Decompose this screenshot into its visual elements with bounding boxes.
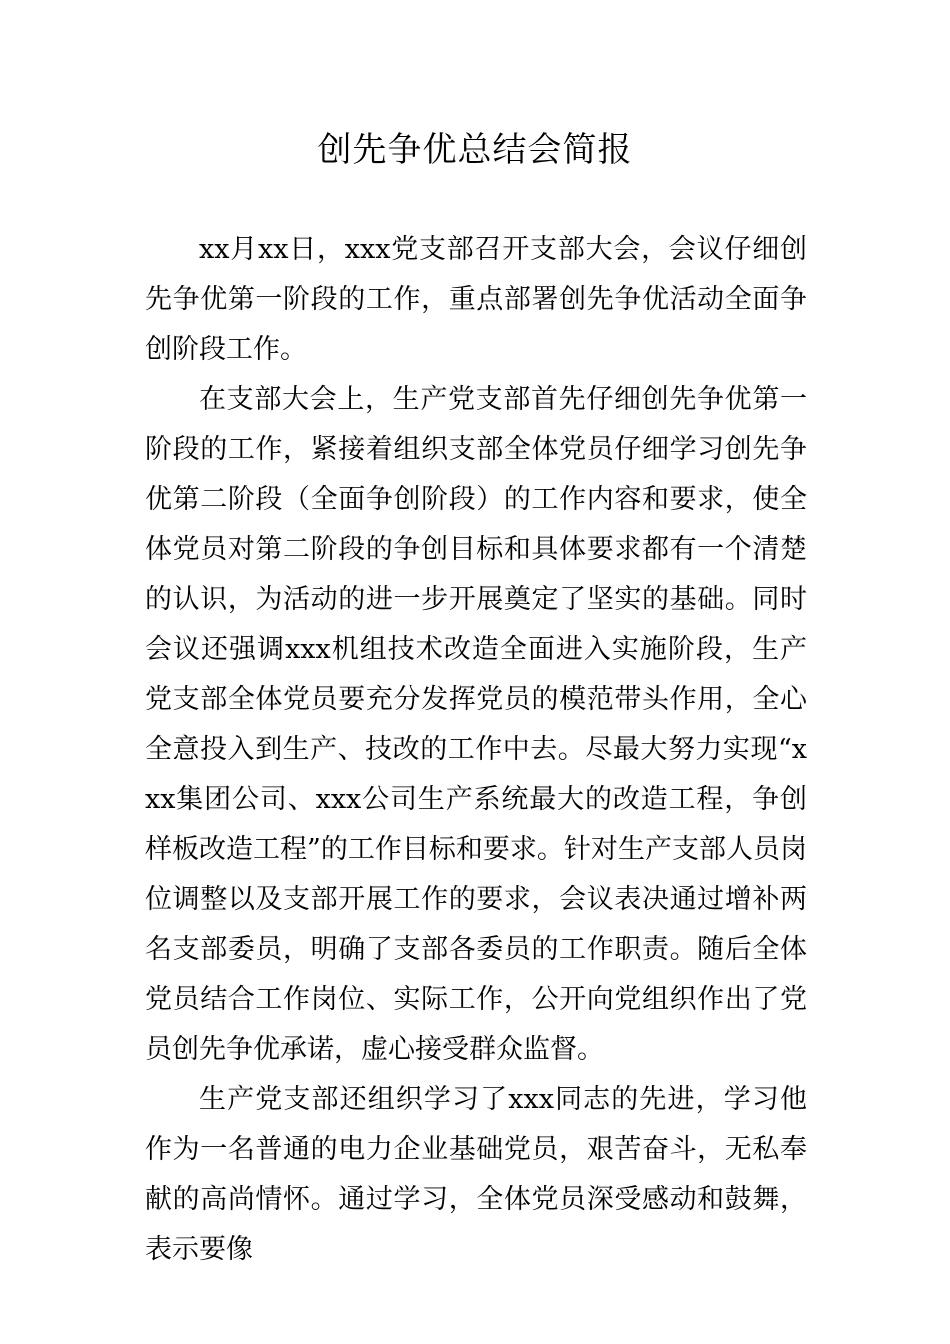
- paragraph-meeting-summary: xx月xx日，xxx党支部召开支部大会，会议仔细创先争优第一阶段的工作，重点部署创先争优活动全面争创阶段工作。: [145, 234, 807, 365]
- document-title: 创先争优总结会简报: [317, 130, 633, 170]
- paragraph-study-model: 生产党支部还组织学习了xxx同志的先进，学习他作为一名普通的电力企业基础党员，艰苦奋斗，无私奉献的高尚情怀。通过学习，全体党员深受感动和鼓舞，表示要像: [145, 1084, 807, 1265]
- document-body: [145, 225, 807, 1275]
- paragraph-branch-meeting: 在支部大会上，生产党支部首先仔细创先争优第一阶段的工作，紧接着组织支部全体党员仔细学习创先争优第二阶段（全面争创阶段）的工作内容和要求，使全体党员对第二阶段的争创目标和具体要求都有一个清楚的认识，为活动的进一步开展奠定了坚实的基础。同时会议还强调xxx机组技术改造全面进入实施阶段，生产党支部全体党员要充分发挥党员的模范带头作用，全心全意投入到生产、技改的工作中去。尽最大努力实现“xxx集团公司、xxx公司生产系统最大的改造工程，争创样板改造工程”的工作目标和要求。针对生产支部人员岗位调整以及支部开展工作的要求，会议表决通过增补两名支部委员，明确了支部各委员的工作职责。随后全体党员结合工作岗位、实际工作，公开向党组织作出了党员创先争优承诺，虚心接受群众监督。: [145, 384, 807, 1065]
